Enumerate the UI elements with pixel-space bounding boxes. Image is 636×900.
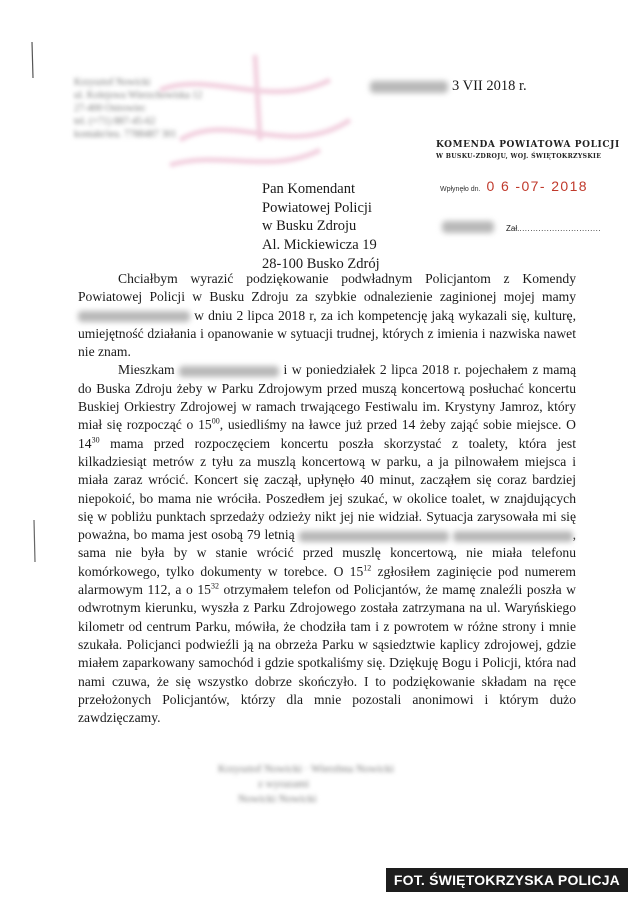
received-label: Wpłynęło dn. [440,186,481,193]
recipient-line: Pan Komendant [262,181,356,197]
received-date-row [440,178,588,196]
recipient-address [262,180,380,274]
paragraph-2 [78,361,576,727]
signature-line: z wyrazami [258,778,309,790]
letter-date [370,78,527,95]
letter-body [78,270,576,727]
sender-line: kontakt/ieu. 7788487 301 [74,129,177,140]
redacted-place [179,366,279,377]
stamp-title: KOMENDA POWIATOWA POLICJI [436,140,620,150]
p2-text-b: i w poniedziałek 2 lipca 2018 r. pojechałem z mamą do Buska Zdroju żeby w Parku Zdrojowym przed muszą koncertową posłuchać koncertu Buskiej Orkiestry Zdrojowej w ramach trwającego Festiwalu im. Krystyny Jamroz, który miał się rozpocząć o 15 [78,362,577,433]
stamp-subtitle: W BUSKU-ZDROJU, WOJ. ŚWIĘTOKRZYSKIE [436,153,602,160]
time-sup: 00 [211,416,220,426]
redacted-details [453,531,573,542]
attachments-row [442,218,601,236]
time-sup: 32 [210,581,219,591]
attachments-label: Zał. [506,224,520,233]
sender-line: Krzysztof Nowicki [74,77,151,88]
signature-line: Nowicki Nowicki [238,793,317,805]
recipient-line: Powiatowej Policji [262,199,372,216]
received-stamp [436,140,620,160]
time-sup: 12 [363,563,372,573]
sender-line: 27-400 Ostrowiec [74,103,146,114]
sender-line: tel. (+71) 887-45-62 [74,116,156,127]
date-text: 3 VII 2018 r. [452,78,527,94]
time-sup: 30 [91,435,100,445]
p2-text-g: otrzymałem telefon od Policjantów, że mamę znaleźli poszła w odwrotnym kierunku, wyszła z Parku Zdrojowego została zatrzymana na ul. Waryńskiego kilometr od centrum Parku, mówiła, że chodziła tam i z powrotem w różne strony i mnie szukała. Policjanci podwieźli ją na obrzeża Parku w sąsiedztwie kaplicy zdrojowej, gdzie miałem zaparkowany samochód i gdzie spotkaliśmy się. Dziękuję Bogu i Policji, która nad nami czuwa, że się wszystko dobrze skończyło. I to podziękowanie składam na ręce przełożonych Policjantów, którzy dla mnie pozostali anonimowi i którym dużo zawdzięczamy. [78,582,577,726]
redacted-place [370,81,448,93]
recipient-line: Al. Mickiewicza 19 [262,237,377,254]
attachments-dots: .............................. [519,224,602,233]
p1-text-a: Chciałbym wyrazić podziękowanie podwładnym Policjantom z Komendy Powiatowej Policji w Busku Zdroju za szybkie odnalezienie zaginionej mojej mamy [78,271,576,305]
signature-block [218,762,394,807]
redacted-name [78,311,190,322]
p2-text-a: Mieszkam [118,362,175,378]
p2-text-c: , usiedliśmy na ławce już przed 14 żeby zająć sobie miejsce. O 14 [78,417,576,451]
p2-text-e: , sama nie była by w stanie wrócić przed muszlę koncertową, nie miała telefonu komórkowego, tylko dokumenty w torebce. O 15 [78,527,576,579]
p2-text-d: mama przed rozpoczęciem koncertu poszła skorzystać z toalety, która jest kilkadziesiąt metrów z tyłu za muszlą koncertową w parku, a ja pilnowałem miejsca i miała zaraz wrócić. Koncert się zaczął, upłynęło 40 minut, zacząłem się coraz bardziej niepokoić, bo mama nie wróciła. Poszedłem jej szukać, w okolice toalet, w znajdujących się w pobliżu punktach sprzedaży odzieży nikt jej nie widział. Sytuacja zarysowała mi się poważna, bo mama jest osobą 79 letnią [78,435,576,543]
recipient-line: 28-100 Busko Zdrój [262,255,380,272]
recipient-line: w Busku Zdroju [262,218,357,235]
p1-text-b: w dniu 2 lipca 2018 r, za ich kompetencję jaką wykazali się, kulturę, umiejętność działania i opanowanie w sytuacji trudnej, których z imienia i nazwiska nawet nie znam. [78,307,576,360]
paragraph-1 [78,270,576,361]
redaction-scribble [150,50,360,180]
sender-line: ul. Kolejowa Wierzchowiska 12 [74,90,203,101]
p2-text-f: zgłosiłem zaginięcie pod numerem alarmowym 112, a o 15 [78,563,576,598]
signature-line: Krzysztof Nowicki · Wierzbna Nowicki [218,763,394,775]
photo-credit-watermark: FOT. ŚWIĘTOKRZYSKA POLICJA [386,868,628,892]
redacted-details [299,531,449,542]
received-date: 0 6 -07- 2018 [486,178,588,194]
redacted-stamp-entry [442,221,494,233]
